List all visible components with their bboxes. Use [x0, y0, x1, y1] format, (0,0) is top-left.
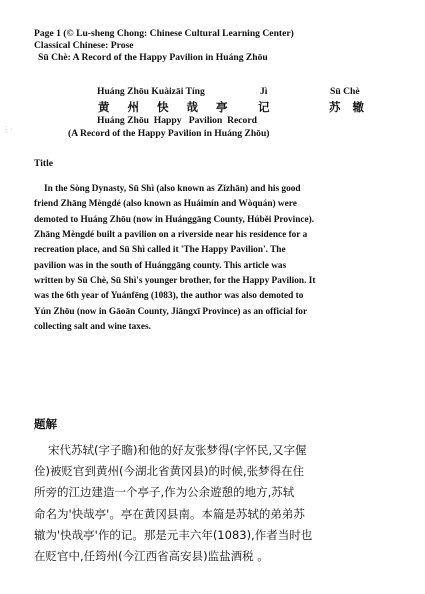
chinese-line: 命名为'快哉亭'。亭在黄冈县南。本篇是苏轼的弟弟苏 — [34, 506, 305, 521]
english-line: collecting salt and wine taxes. — [34, 322, 151, 333]
title-pinyin: Huáng Zhōu Kuàizāi Tíng — [97, 86, 205, 97]
english-line: Zhāng Mèngdé built a pavilion on a riverside near his residence for a — [34, 230, 308, 241]
english-line: written by Sū Chè, Sū Shì's younger brother, for the Happy Pavilion. It — [34, 276, 316, 287]
author-pinyin: Sū Chè — [330, 86, 360, 97]
english-line: pavilion was in the south of Huánggāng county. This article was — [34, 260, 287, 271]
english-line: recreation place, and Sū Shì called it 'The Happy Pavilion'. The — [34, 245, 286, 256]
title-pinyin-ji: Jì — [260, 86, 268, 97]
page-header-line-2: Classical Chinese: Prose — [34, 40, 134, 51]
chinese-line: 所旁的江边建造一个亭子,作为公余遊憩的地方,苏轼 — [34, 485, 295, 500]
page-header-line-3: Sū Chè: A Record of the Happy Pavilion in Huáng Zhōu — [38, 52, 268, 63]
page-header-line-1: Page 1 (© Lu-sheng Chong: Chinese Cultural Learning Center) — [34, 28, 294, 39]
english-line: demoted to Huáng Zhōu (now in Huánggāng County, Húběi Province). — [34, 214, 315, 225]
english-line: Yún Zhōu (now in Gāoān County, Jiāngxī Province) as an official for — [34, 306, 308, 317]
title-chinese-ji: 记 — [258, 100, 277, 114]
chinese-line: 宋代苏轼(字子瞻)和他的好友张梦得(字怀民,又字偓 — [48, 443, 307, 457]
english-line: friend Zhāng Mèngdé (also known as Huáimín and Wòquán) were — [34, 199, 297, 210]
title-chinese: 黄 州 快 哉 亭 — [98, 100, 235, 114]
author-chinese: 苏 辙 — [329, 100, 369, 114]
english-paragraph — [34, 182, 406, 335]
chinese-paragraph — [34, 440, 414, 567]
chinese-line: 在贬官中,任筠州(今江西省高安县)监盐酒税 。 — [34, 549, 269, 564]
english-line: In the Sòng Dynasty, Sū Shì (also known as Zǐzhān) and his good — [44, 184, 301, 194]
chinese-line: 辙为'快哉亭'作的记。那是元丰六年(1083),作者当时也 — [34, 527, 313, 542]
english-line: was the 6th year of Yuánfēng (1083), the author was also demoted to — [34, 291, 304, 302]
chinese-line: 佺)被贬官到黄州(今湖北省黄冈县)的时候,张梦得在住 — [34, 464, 305, 479]
chinese-section-heading: 题解 — [34, 417, 57, 431]
title-english-words: Huáng Zhōu Happy Pavilion Record — [97, 115, 257, 126]
title-english-full: (A Record of the Happy Pavilion in Huáng Zhōu) — [68, 128, 270, 139]
english-section-heading: Title — [34, 158, 54, 169]
scan-smudge: ⋮· — [2, 125, 13, 134]
